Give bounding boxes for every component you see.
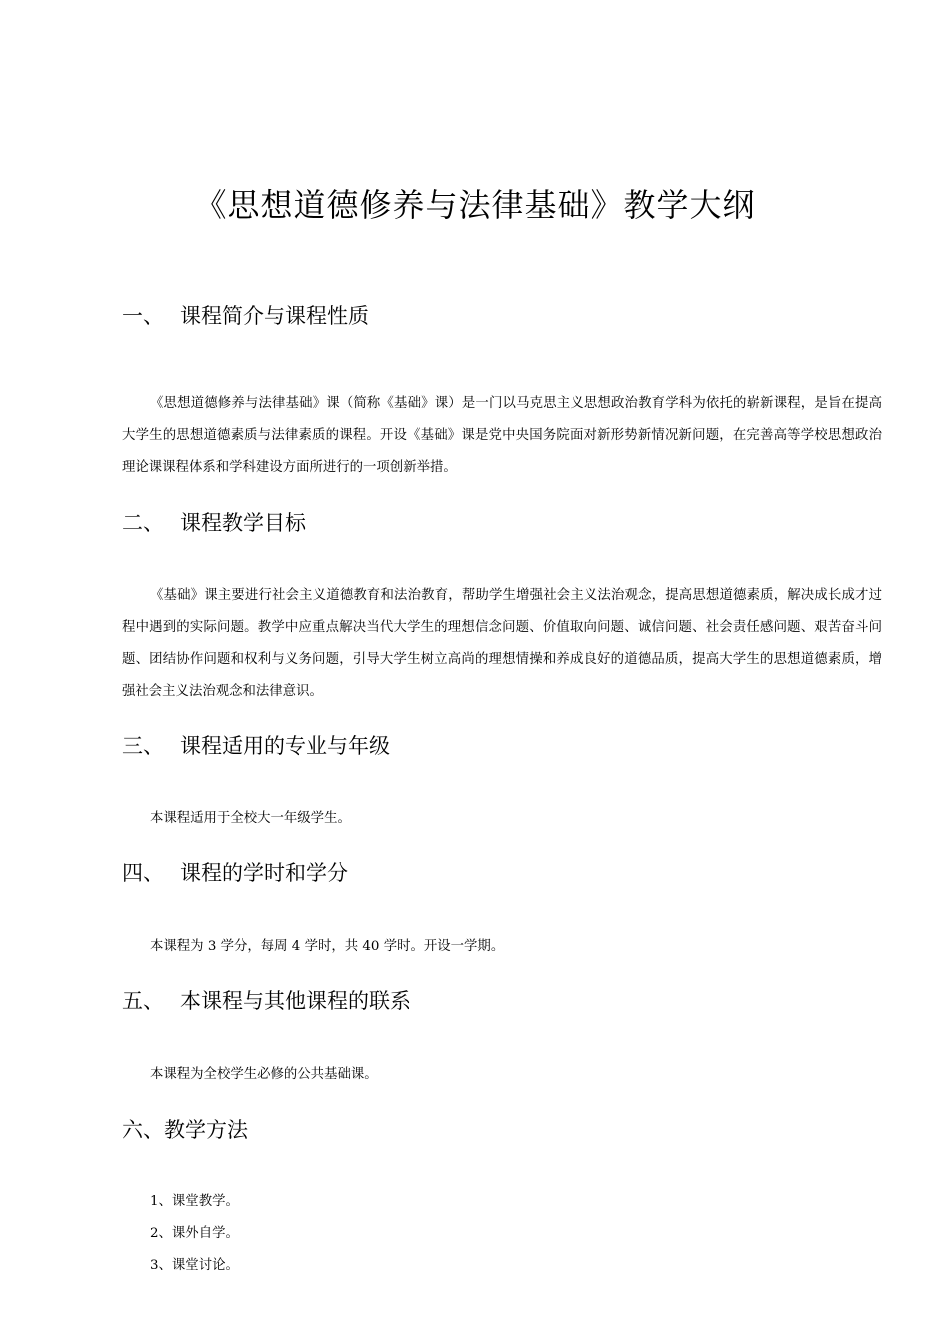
section-title: 课程的学时和学分 xyxy=(180,861,348,885)
section-heading-3 xyxy=(122,731,390,761)
section-body-4: 本课程为 3 学分，每周 4 学时，共 40 学时。开设一学期。 xyxy=(150,939,505,954)
document-title: 《思想道德修养与法律基础》教学大纲 xyxy=(194,186,756,224)
section-title: 课程简介与课程性质 xyxy=(180,304,369,328)
section-title: 本课程与其他课程的联系 xyxy=(180,989,411,1013)
section-body-2: 《基础》课主要进行社会主义道德教育和法治教育，帮助学生增强社会主义法治观念，提高思想道德素质，解决成长成才过程中遇到的实际问题。教学中应重点解决当代大学生的理想信念问题、价值取向问题、诚信问题、社会责任感问题、艰苦奋斗问题、团结协作问题和权利与义务问题，引导大学生树立高尚的理想情操和养成良好的道德品质，提高大学生的思想道德素质，增强社会主义法治观念和法律意识。 xyxy=(122,588,882,699)
section-heading-6 xyxy=(122,1115,248,1145)
section-title: 教学方法 xyxy=(164,1118,248,1142)
section-number: 三、 xyxy=(122,734,164,758)
section-title: 课程教学目标 xyxy=(180,511,306,535)
section-heading-1 xyxy=(122,301,369,331)
list-item: 3、课堂讨论。 xyxy=(150,1258,239,1273)
section-number: 五、 xyxy=(122,989,164,1013)
section-number: 二、 xyxy=(122,511,164,535)
section-heading-5 xyxy=(122,986,411,1016)
section-number: 四、 xyxy=(122,861,164,885)
list-item: 2、课外自学。 xyxy=(150,1226,239,1241)
section-heading-2 xyxy=(122,508,306,538)
section-body-1: 《思想道德修养与法律基础》课（简称《基础》课）是一门以马克思主义思想政治教育学科为依托的崭新课程，是旨在提高大学生的思想道德素质与法律素质的课程。开设《基础》课是党中央国务院面对新形势新情况新问题，在完善高等学校思想政治理论课课程体系和学科建设方面所进行的一项创新举措。 xyxy=(122,396,882,475)
section-number: 一、 xyxy=(122,304,164,328)
section-body-5: 本课程为全校学生必修的公共基础课。 xyxy=(150,1067,378,1082)
list-item: 1、课堂教学。 xyxy=(150,1194,239,1209)
section-body-3: 本课程适用于全校大一年级学生。 xyxy=(150,811,351,826)
section-title: 课程适用的专业与年级 xyxy=(180,734,390,758)
section-number: 六、 xyxy=(122,1118,164,1142)
section-heading-4 xyxy=(122,858,348,888)
